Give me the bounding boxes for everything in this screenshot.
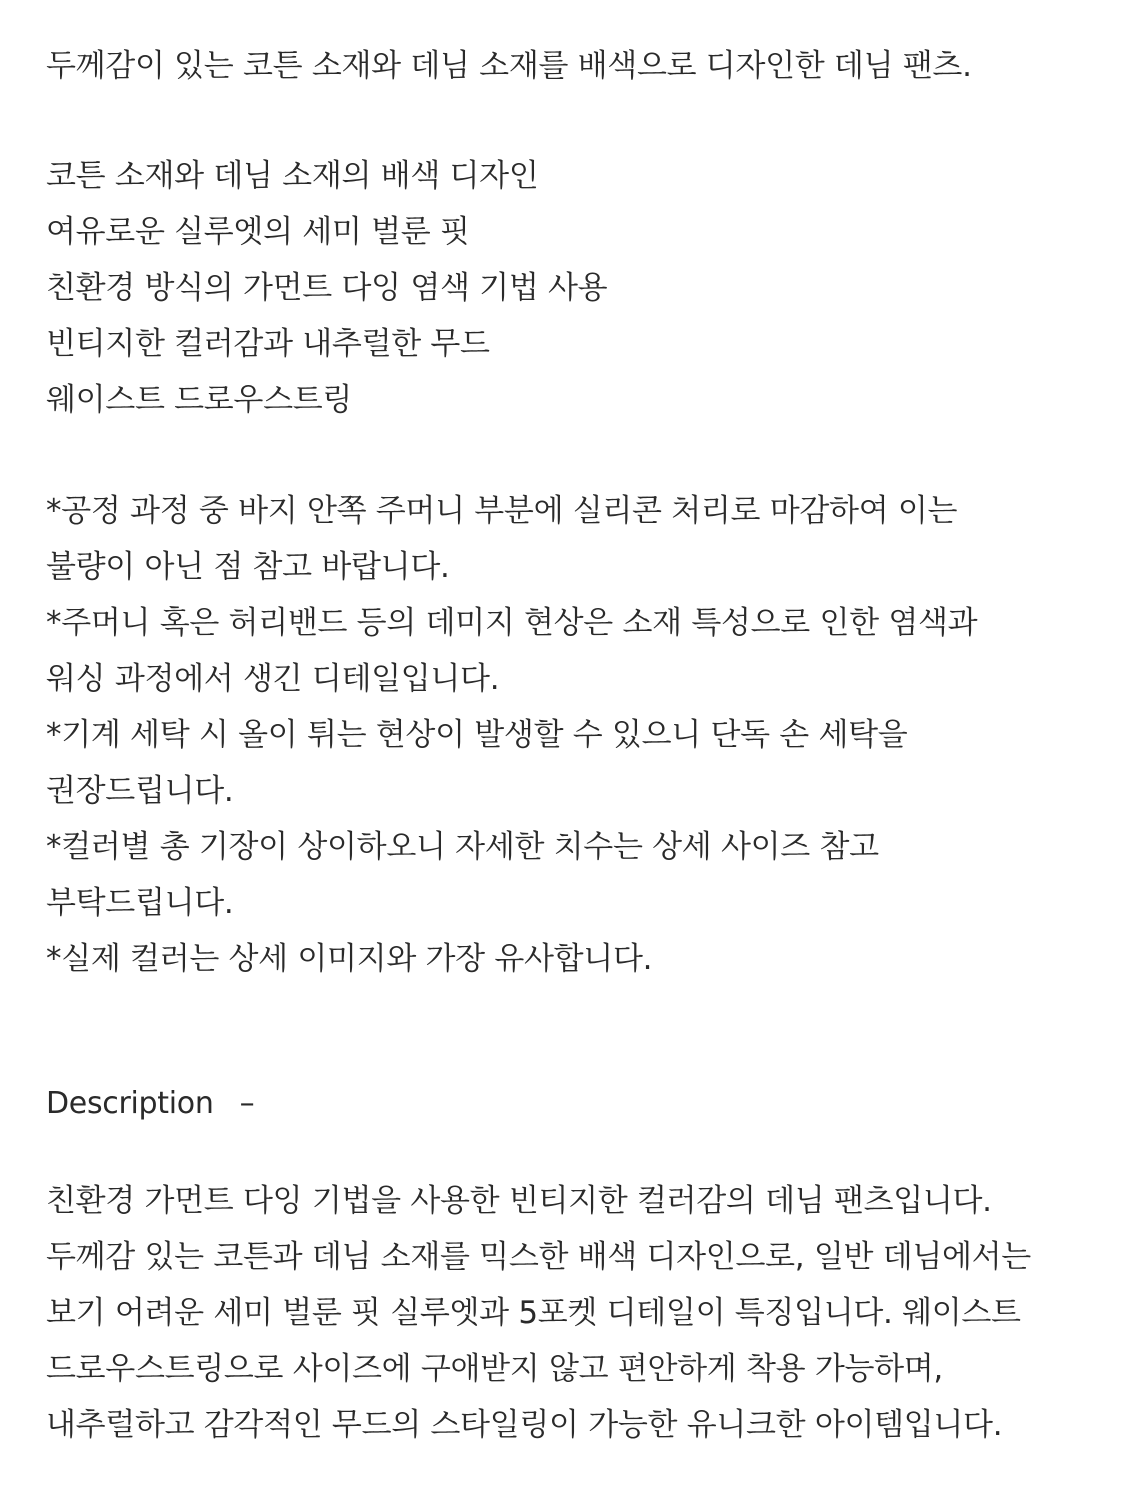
note-line: *주머니 혹은 허리밴드 등의 데미지 현상은 소재 특성으로 인한 염색과 <box>46 605 978 641</box>
note-line: 부탁드립니다. <box>46 885 234 921</box>
feature-item: 코튼 소재와 데님 소재의 배색 디자인 <box>46 158 539 194</box>
description-line: 친환경 가먼트 다잉 기법을 사용한 빈티지한 컬러감의 데님 팬츠입니다. <box>46 1183 992 1219</box>
description-line: 보기 어려운 세미 벌룬 핏 실루엣과 5포켓 디테일이 특징입니다. 웨이스트 <box>46 1295 1021 1331</box>
description-label: Description <box>46 1086 214 1121</box>
feature-item: 빈티지한 컬러감과 내추럴한 무드 <box>46 326 490 362</box>
note-line: 권장드립니다. <box>46 773 234 809</box>
note-line: *실제 컬러는 상세 이미지와 가장 유사합니다. <box>46 941 653 977</box>
note-line: *공정 과정 중 바지 안쪽 주머니 부분에 실리콘 처리로 마감하여 이는 <box>46 493 958 529</box>
note-line: *기계 세탁 시 올이 튀는 현상이 발생할 수 있으니 단독 손 세탁을 <box>46 717 908 753</box>
description-line: 내추럴하고 감각적인 무드의 스타일링이 가능한 유니크한 아이템입니다. <box>46 1407 1003 1443</box>
note-line: 워싱 과정에서 생긴 디테일입니다. <box>46 661 500 697</box>
description-line: 두께감 있는 코튼과 데님 소재를 믹스한 배색 디자인으로, 일반 데님에서는 <box>46 1239 1031 1275</box>
description-heading <box>46 1084 254 1124</box>
feature-item: 친환경 방식의 가먼트 다잉 염색 기법 사용 <box>46 270 608 306</box>
description-dash: – <box>239 1086 255 1121</box>
feature-item: 웨이스트 드로우스트링 <box>46 382 353 418</box>
note-line: 불량이 아닌 점 참고 바랍니다. <box>46 549 450 585</box>
feature-item: 여유로운 실루엣의 세미 벌룬 핏 <box>46 214 470 250</box>
intro-text: 두께감이 있는 코튼 소재와 데님 소재를 배색으로 디자인한 데님 팬츠. <box>46 48 972 84</box>
note-line: *컬러별 총 기장이 상이하오니 자세한 치수는 상세 사이즈 참고 <box>46 829 879 865</box>
description-line: 드로우스트링으로 사이즈에 구애받지 않고 편안하게 착용 가능하며, <box>46 1351 943 1387</box>
